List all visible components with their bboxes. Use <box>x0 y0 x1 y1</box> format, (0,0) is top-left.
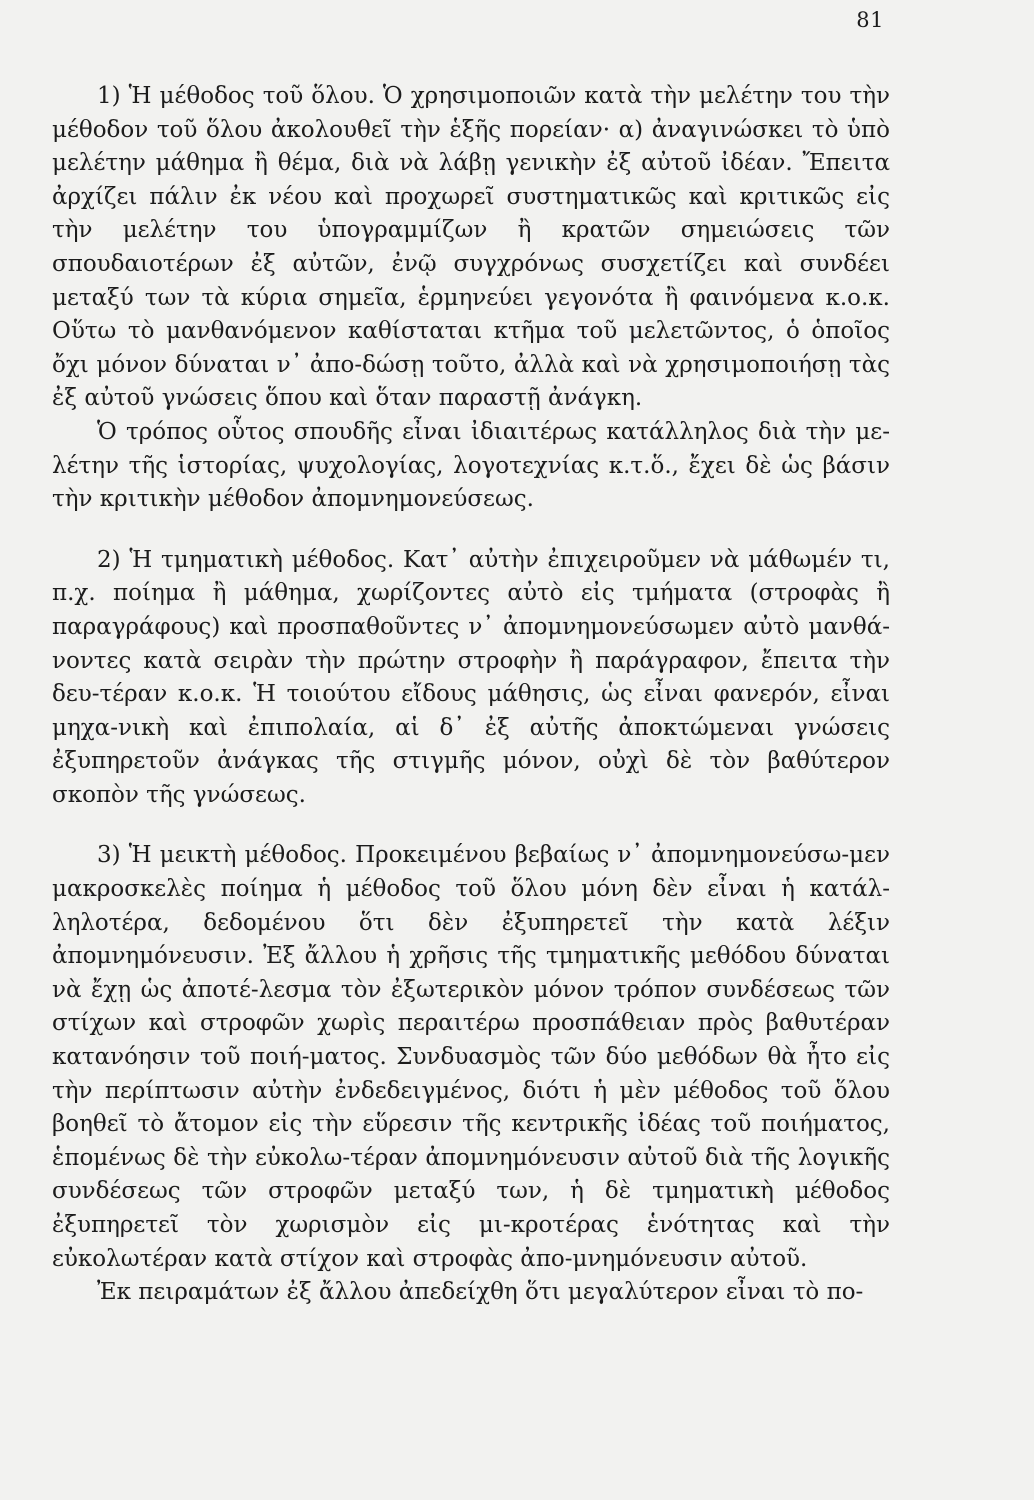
page-number: 81 <box>856 8 884 32</box>
section-1-text <box>52 80 890 1310</box>
paragraph-method-of-whole: 1) Ἡ μέθοδος τοῦ ὅλου. Ὁ χρησιμοποιῶν κατὰ τὴν μελέτην του τὴν μέθοδον τοῦ ὅλου ἀκολουθεῖ τὴν ἑξῆς πορείαν· α) ἀναγινώσκει τὸ ὑπὸ μελέτην μάθημα ἢ θέμα, διὰ νὰ λάβῃ γενικὴν ἐξ αὐτοῦ ἰδέαν. Ἔπειτα ἀρχίζει πάλιν ἐκ νέου καὶ προχωρεῖ συστηματικῶς καὶ κριτικῶς εἰς τὴν μελέτην του ὑπογραμμίζων ἢ κρατῶν σημειώσεις τῶν σπουδαιοτέρων ἐξ αὐτῶν, ἐνῷ συγχρόνως συσχετίζει καὶ συνδέει μεταξύ των τὰ κύρια σημεῖα, ἑρμηνεύει γεγονότα ἢ φαινόμενα κ.ο.κ. Οὕτω τὸ μανθανόμενον καθίσταται κτῆμα τοῦ μελετῶντος, ὁ ὁποῖος ὄχι μόνον δύναται ν᾽ ἀπο-δώσῃ τοῦτο, ἀλλὰ καὶ νὰ χρησιμοποιήσῃ τὰς ἐξ αὐτοῦ γνώσεις ὅπου καὶ ὅταν παραστῇ ἀνάγκη. <box>52 83 890 412</box>
paragraph-mixed-method: 3) Ἡ μεικτὴ μέθοδος. Προκειμένου βεβαίως ν᾽ ἀπομνημονεύσω-μεν μακροσκελὲς ποίημα ἡ μέθοδος τοῦ ὅλου μόνη δὲν εἶναι ἡ κατάλ-ληλοτέρα, δεδομένου ὅτι δὲν ἐξυπηρετεῖ τὴν κατὰ λέξιν ἀπομνημόνευσιν. Ἐξ ἄλλου ἡ χρῆσις τῆς τμηματικῆς μεθόδου δύναται νὰ ἔχῃ ὡς ἀποτέ-λεσμα τὸν ἐξωτερικὸν μόνον τρόπον συνδέσεως τῶν στίχων καὶ στροφῶν χωρὶς περαιτέρω προσπάθειαν πρὸς βαθυτέραν κατανόησιν τοῦ ποιή-ματος. Συνδυασμὸς τῶν δύο μεθόδων θὰ ἦτο εἰς τὴν περίπτωσιν αὐτὴν ἐνδεδειγμένος, διότι ἡ μὲν μέθοδος τοῦ ὅλου βοηθεῖ τὸ ἄτομον εἰς τὴν εὕρεσιν τῆς κεντρικῆς ἰδέας τοῦ ποιήματος, ἑπομένως δὲ τὴν εὐκολω-τέραν ἀπομνημόνευσιν αὐτοῦ διὰ τῆς λογικῆς συνδέσεως τῶν στροφῶν μεταξύ των, ἡ δὲ τμηματικὴ μέθοδος ἐξυπηρετεῖ τὸν χωρισμὸν εἰς μι-κροτέρας ἑνότητας καὶ τὴν εὐκολωτέραν κατὰ στίχον καὶ στροφὰς ἀπο-μνημόνευσιν αὐτοῦ. <box>52 842 890 1272</box>
paragraph-segmental-method: 2) Ἡ τμηματικὴ μέθοδος. Κατ᾽ αὐτὴν ἐπιχειροῦμεν νὰ μάθωμέν τι, π.χ. ποίημα ἢ μάθημα, χωρίζοντες αὐτὸ εἰς τμήματα (στροφὰς ἢ παραγράφους) καὶ προσπαθοῦντες ν᾽ ἀπομνημονεύσωμεν αὐτὸ μανθά-νοντες κατὰ σειρὰν τὴν πρώτην στροφὴν ἢ παράγραφον, ἔπειτα τὴν δευ-τέραν κ.ο.κ. Ἡ τοιούτου εἴδους μάθησις, ὡς εἶναι φανερόν, εἶναι μηχα-νικὴ καὶ ἐπιπολαία, αἱ δ᾽ ἐξ αὐτῆς ἀποκτώμεναι γνώσεις ἐξυπηρετοῦν ἀνάγκας τῆς στιγμῆς μόνον, οὐχὶ δὲ τὸν βαθύτερον σκοπὸν τῆς γνώσεως. <box>52 546 890 808</box>
paragraph-method-of-whole-usage: Ὁ τρόπος οὗτος σπουδῆς εἶναι ἰδιαιτέρως κατάλληλος διὰ τὴν με-λέτην τῆς ἱστορίας, ψυχολογίας, λογοτεχνίας κ.τ.ὅ., ἔχει δὲ ὡς βάσιν τὴν κριτικὴν μέθοδον ἀπομνημονεύσεως. <box>52 418 890 513</box>
paragraph-experiments: Ἐκ πειραμάτων ἐξ ἄλλου ἀπεδείχθη ὅτι μεγαλύτερον εἶναι τὸ πο- <box>97 1279 864 1306</box>
